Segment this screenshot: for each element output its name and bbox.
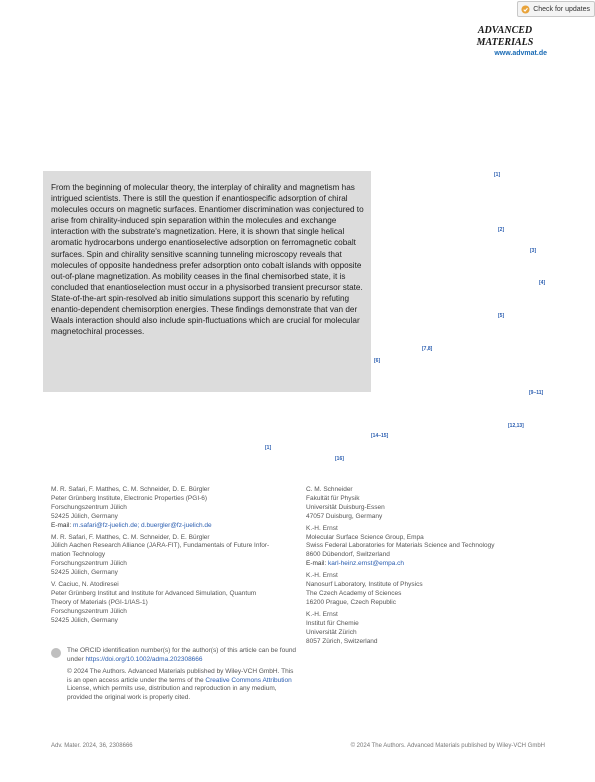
affiliation-line: 47057 Duisburg, Germany [306,512,383,520]
affiliation-line: Forschungszentrum Jülich [51,607,127,615]
svg-text:ADVANCED: ADVANCED [477,25,533,36]
footer-copyright: © 2024 The Authors. Advanced Materials published by Wiley-VCH GmbH [350,743,545,749]
affiliation-line: Universität Duisburg-Essen [306,503,385,511]
author-names: M. R. Safari, F. Matthes, C. M. Schneider, D. E. Bürgler [51,533,210,541]
check-updates-icon [521,5,530,14]
license-text-1: © 2024 The Authors. Advanced Materials published by Wiley-VCH GmbH. This is an open access article under the terms of the [67,668,294,684]
reference-link[interactable]: [4] [539,280,546,286]
email-line [51,522,296,531]
author-names: K.-H. Ernst [306,572,338,580]
affiliation-line: Swiss Federal Laboratories for Materials Science and Technology [306,542,495,550]
author-names: K.-H. Ernst [306,610,338,618]
license-link[interactable]: Creative Commons Attribution [205,676,292,684]
affiliation-line: Peter Grünberg Institute, Electronic Properties (PGI-6) [51,494,208,502]
email-label: E-mail: [306,560,327,568]
reference-link[interactable]: [1] [265,445,272,451]
author-names: V. Caciuc, N. Atodiresei [51,581,119,589]
check-updates-label: Check for updates [533,5,590,13]
reference-link[interactable]: [1] [494,172,501,178]
author-names: M. R. Safari, F. Matthes, C. M. Schneider, D. E. Bürgler [51,486,210,493]
footer-citation: Adv. Mater. 2024, 36, 2308666 [51,743,133,749]
reference-link[interactable]: [3] [530,248,537,254]
journal-logo [465,22,545,48]
affiliation-line: Theory of Materials (PGI-1/IAS-1) [51,598,148,606]
check-for-updates-button[interactable] [517,1,595,17]
reference-link[interactable]: [14–15] [371,433,389,439]
email-link[interactable]: m.safari@fz-juelich.de; d.buergler@fz-juelich.de [73,521,212,529]
affiliation-line: 52425 Jülich, Germany [51,569,118,577]
orcid-note-text: The ORCID identification number(s) for the author(s) of this article can be found under [67,647,297,663]
reference-link[interactable]: [9–11] [529,390,544,396]
affiliation-line: Forschungszentrum Jülich [51,560,127,568]
author-names: C. M. Schneider [306,486,353,493]
reference-link[interactable]: [6] [374,358,381,364]
reference-link[interactable]: [12,13] [508,423,524,429]
abstract-text: From the beginning of molecular theory, the interplay of chirality and magnetism has intrigued scientists. There is still the question if enantiospecific adsorption of chiral molecules occurs on magnetic surfaces. Enantiomer discrimination was conjectured to arise from chirality-induced spin separation within the molecules and exchange interaction with the substrate's magnetization. Here, it is shown that single helical aromatic hydrocarbons undergo enantioselective adsorption on ferromagnetic cobalt surfaces. Spin and chirality sensitive scanning tunneling microscopy reveals that molecules of opposite handedness prefer adsorption onto cobalt islands with opposite out-of-plane magnetization. As mobility ceases in the final chemisorbed state, it is concluded that enantioselection must occur in a physisorbed transient precursor state. State-of-the-art spin-resolved ab initio simulations support this scenario by refuting enantio-dependent chemisorption energies. These findings demonstrate that van der Waals interaction should also include spin-fluctuations which are crucial for molecular magnetochiral processes. [51,183,364,337]
affiliation-line: 8057 Zürich, Switzerland [306,637,378,645]
affiliation-line: Molecular Surface Science Group, Empa [306,533,424,541]
reference-link[interactable]: [16] [335,456,344,462]
affiliation-line: Institut für Chemie [306,619,359,627]
reference-link[interactable]: [7,8] [422,346,433,352]
orcid-note [67,647,297,664]
email-line [306,560,546,569]
affiliations-right [306,486,546,646]
affiliation-line: 52425 Jülich, Germany [51,616,118,624]
email-label: E-mail: [51,521,72,529]
orcid-icon [51,648,61,658]
reference-link[interactable]: [2] [498,227,505,233]
affiliation-line: Jülich Aachen Research Alliance (JARA-FIT), Fundamentals of Future Infor- [51,542,270,550]
affiliation-line: 8600 Dübendorf, Switzerland [306,551,390,559]
email-link[interactable]: karl-heinz.ernst@empa.ch [328,560,405,568]
author-names: K.-H. Ernst [306,524,338,532]
article-notes [67,647,297,702]
affiliation-line: 16200 Prague, Czech Republic [306,598,396,606]
svg-text:MATERIALS: MATERIALS [476,37,534,48]
license-note [67,668,297,702]
doi-link[interactable]: https://doi.org/10.1002/adma.202308666 [85,655,203,663]
affiliation-line: mation Technology [51,551,106,559]
affiliation-line: Nanosurf Laboratory, Institute of Physics [306,581,423,589]
affiliations-left [51,486,296,626]
affiliation-line: Peter Grünberg Institut and Institute for Advanced Simulation, Quantum [51,589,257,597]
reference-link[interactable]: [5] [498,313,505,319]
journal-url[interactable]: www.advmat.de [494,50,547,57]
affiliation-line: Forschungszentrum Jülich [51,503,127,511]
affiliation-line: The Czech Academy of Sciences [306,589,402,597]
license-text-2: License, which permits use, distribution and reproduction in any medium, provided the original work is properly cited. [67,685,277,701]
affiliation-line: 52425 Jülich, Germany [51,512,118,520]
affiliation-line: Universität Zürich [306,628,357,636]
affiliation-line: Fakultät für Physik [306,494,360,502]
